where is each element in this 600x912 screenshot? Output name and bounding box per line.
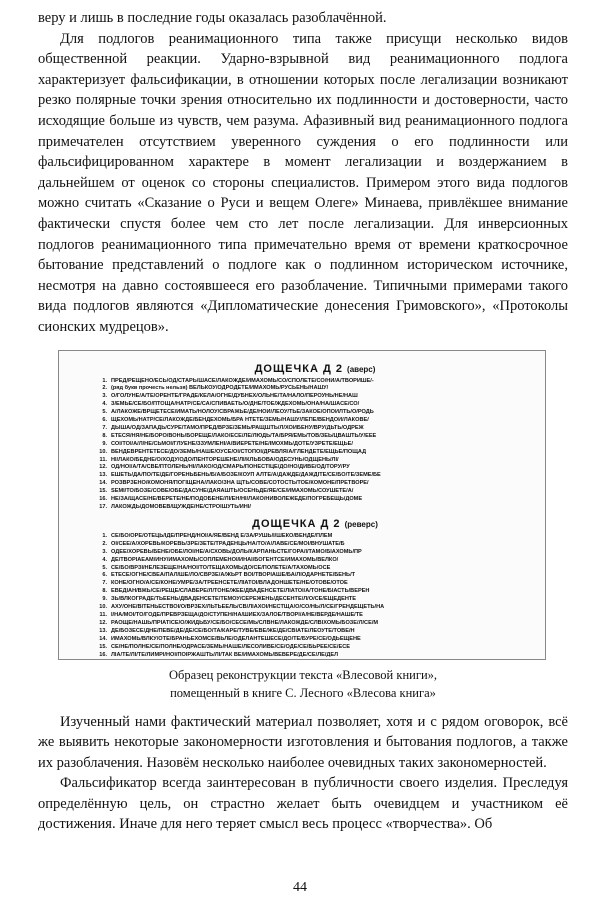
line-text: НІ/ЛАКО/БЕДНЕ/О/ХОДУ/ОДО/ПЕНТОРЕШЕНЕ/ЛІ/КЛЬБОВА/ОДЕСУНЬ/ОДЩЕНЬ/ЛІ/ <box>111 456 339 463</box>
line-number: 4. <box>102 401 107 408</box>
front-line <box>95 496 535 504</box>
caption-line-1: Образец реконструкции текста «Влесовой книги», <box>168 667 438 682</box>
back-line <box>95 572 535 580</box>
line-number: 14. <box>99 635 107 642</box>
back-lines <box>95 533 535 660</box>
line-number: 15. <box>99 643 107 650</box>
front-line <box>95 378 535 386</box>
front-line <box>95 409 535 417</box>
top-text <box>38 8 568 338</box>
line-text: ЕШЕТЬ/ДА/ПО/ТЕ/ДЕ/ГОРЕНЬБЕНЬ/Б/А/БОЗЕ/КОУП АЛТЕ/А/ДАЖДЕ/ДАЖДІТЕ/СЕ/БО/ТЕ/ЗЕМЕ/БЕ <box>111 472 381 479</box>
line-text: СОІ/ТОІ/А/Л/НЕ/СЬМОІ/ГЛУЕНЕ/ЗЗУМЛЕНІ/А/ВИЕРЕТЕ/НЕ/ІМОХМЬ/ДОТЕ/УЗРЕТЕ/ЕЩЬЕ/ <box>111 440 353 447</box>
line-number: 9. <box>102 440 107 447</box>
line-text: І/НА/МОІ/ТО/ГОДЕ/ПРЕВРЗЕЩА/ДО/СТУПЕН/НА/ШИЕХ/ЗАЛОЕ/ТВОРІ/А/НЕ/ВЕРДЕ/НАШЕ/ТЕ <box>111 611 363 618</box>
back-line <box>95 565 535 573</box>
line-text: ОІ/СЕЕ/А/ХОРЕВЬ/КОРЕВЬ/ЗРЕ/ЗЕТЕ/ТРАДЕНЦЬ/НА/ТО/А/ЛАВЕ/СЕ/МОІ/ВНУШАТЕ/Б <box>111 540 345 547</box>
front-line <box>95 441 535 449</box>
back-line <box>95 636 535 644</box>
line-text: ЩЕХОМЬ/НАТР/СЕ/ЛАКОЖДЕ/БЕНДЕХОМЬ/БРА НТЕТЕ/ЗЕМЬ/НАШУ/ЛЕПЕ/ВЕНДОИ/ЛАКОВЕ/ <box>111 417 369 424</box>
back-line <box>95 580 535 588</box>
line-text: А/ЛАКОЖЕ/ВРЩЕТЕСЕ/ИМАТЬ/НОЛОУ/СВРАЖЬЕ/ДЕ/НОИ/ЛЕОУ/ТЬЕ/ЗАКОЕ/ОПОИЛТЬ/О/РОДЬ <box>111 409 374 416</box>
paragraph-3: Изученный нами фактический материал позволяет, хотя и с рядом оговорок, всё же выявить некоторые закономерности изготовления и бытования подлогов, а также их разоблачения. Назовём несколько наиболее очевидных таких закономерностей. <box>38 713 568 771</box>
line-number: 5. <box>102 564 107 571</box>
line-number: 16. <box>99 496 107 503</box>
line-number: 14. <box>99 480 107 487</box>
front-line <box>95 504 535 512</box>
line-number: 11. <box>99 456 107 463</box>
page-number: 44 <box>293 880 307 895</box>
figure-caption <box>38 666 568 702</box>
line-number: 4. <box>102 556 107 563</box>
line-number: 15. <box>99 488 107 495</box>
paragraph-2: Для подлогов реанимационного типа также присущи несколько видов общественной реакции. Ударно-взрывной вид реанимационного подлога характеризует фальсификации, в отношении которых после легализации возникают резко полярные точки зрения относительно их подлинности и достоверности, часто исходящие больше из чувств, чем разума. Афазивный вид реанимационного подлога примечателен отсутствием уверенного суждения о его подлинности или фальсифицированном характере в момент легализации и воздержанием в дальнейшем от оценок со стороны специалистов. Примером этого вида подлогов можно считать «Сказание о Руси и вещем Олеге» Минаева, привлёкшее внимание фактически спустя более чем сто лет после легализации. Для инверсионных подлогов реанимационного типа примечательно время от времени краткосрочное бытование представлений о подлоге как о подлинном историческом источнике, несмотря на давно состоявшееся его разоблачение. Типичными примерами такого вида подлогов являются «Дипломатические донесения Гримовского», «Протоколы сионских мудрецов». <box>38 30 568 335</box>
back-line <box>95 541 535 549</box>
line-text: ЕТЕСЕ/ОГНЕ/СВЕА/ПАЛ/ШЕ/ЛО/СВРЗЕ/А/ЖЬРТ ВОІ/ТВОРІАШЕ/БА/ЛІОДАРНЕТЕ/БЕНЬ/Т <box>111 572 356 579</box>
line-text: СЕ/НЕ/ПОЛНЕ/СЕ/ПОЛНЕ/ОДРАСЕ/ЗЕМЬ/НАШЕ/ЛЕСОЛИВЕ/СЕ/ОДЕ/СЕ/БЬРЕЕ/СЕ/ЕСЕ <box>111 643 350 650</box>
paragraph-4: Фальсификатор всегда заинтересован в публичности своего изделия. Преследуя определённую цель, он страстно желает быть очевидцем и участником её достижения. Иначе для него теряет смысл весь процесс «творчества». Об <box>38 775 568 833</box>
line-number: 2. <box>102 540 107 547</box>
back-line <box>95 533 535 541</box>
line-number: 12. <box>99 619 107 626</box>
front-lines <box>95 378 535 512</box>
back-title <box>95 518 535 530</box>
line-number: 13. <box>99 627 107 634</box>
line-text: ЗЬ/ВЛКОГРАДЕ/ТЬЕЕНЬ/ДВАДЕНСЕТЕ/ТЕМОУ/СЕРЕЖЕНЬ/ДЕСЕНТЕ/Л/О/СЕ/ЕЩЕДЕНТЕ <box>111 596 357 603</box>
front-line <box>95 425 535 433</box>
back-title-text: ДОЩЕЧКА Д 2 <box>252 517 341 530</box>
line-number: 10. <box>99 448 107 455</box>
front-title <box>95 363 535 375</box>
line-number: 10. <box>99 604 107 611</box>
back-line <box>95 620 535 628</box>
line-number: 7. <box>102 580 107 587</box>
line-number: 16. <box>99 651 107 658</box>
tablet-reconstruction-figure <box>58 350 546 660</box>
back-title-sub: (реверс) <box>344 519 378 529</box>
line-text: ДЕ/ТВОРІАЕАМ/ИНУ/ИМАХОМЬ/СОПЛЕМЕНОІ/ИНАІ/БОГЕНТСЕ/ИМАХОМЬ/ВЕЛКО/ <box>111 556 339 563</box>
front-title-sub: (аверс) <box>347 364 376 374</box>
back-line <box>95 596 535 604</box>
line-text: ЛАКОЖДЬ/ДОМОВЕВ/ЩУЖДЕ/НЕ/СТРОІШУТЬ/ЙНІ/ <box>111 504 251 510</box>
line-text: ПРЕД/РЕЩЕНО/ЕСЬ/ОД/СТАРЬ/ШАСЕ/ЛАКОЖДЕ/ИМАХОМЬ/СО/СПОЛЕТЕ/СО/НИ/А/ТВОРИШЕ/- <box>111 377 374 384</box>
line-number: 3. <box>102 393 107 400</box>
back-line <box>95 612 535 620</box>
back-line <box>95 604 535 612</box>
line-text: АХУ/ОНЕ/ВІТЕНЬЕСТВОІ/О/ВРЗЕХ/ЛЬТЬЕЕЛЬ/СВ/ЛІАХОІ/НЕСТЩА/О/СО/НЬ/Л/СЕ/ГРЕНДЕЩЕТЬ/НА <box>111 604 385 611</box>
front-line <box>95 385 535 393</box>
line-number: 2. <box>102 385 107 392</box>
line-number: 3. <box>102 548 107 555</box>
page-content <box>38 8 568 835</box>
line-text: ДЕ/БОЗЕСЕ/ДНЕ/ПЕВЕ/ДЕ/ДЕ/СЕ/БО/ТА/КАРЕ/ТУВЕ/ЕВЕ/ЖЕ/ДЕ/СВІАТЕ/ЛЕОУТЕ/ТОВЕ/Н <box>111 627 355 634</box>
front-line <box>95 417 535 425</box>
line-number: 1. <box>102 532 107 539</box>
back-line <box>95 628 535 636</box>
line-text: ОДЕЕ/ХОРЕВЬ/БЕНЕ/ОБЕ/ЛОІ/НЕ/А/СХОВЬ/ДОЛЬ/КАРПАНЬСТЕ/ГОРА/І/ТАМО/БІАХОМЬ/ПР <box>111 548 362 555</box>
line-number: 7. <box>102 424 107 431</box>
front-line <box>95 401 535 409</box>
line-number: 17. <box>99 504 107 510</box>
line-text: ЕВЕДІАН/ВЖЬ/СЕ/РЕЩЕ/СЛАВЕРЕ/Л/ТОНЕ/ЖЕЕ/ДВАДЕНСЕТЕ/ЛІАТОІ/А/ТОНЕ/БІАСТЬ/ВЕРЕН <box>111 588 370 595</box>
line-number: 11. <box>99 611 107 618</box>
line-number: 8. <box>102 432 107 439</box>
front-title-text: ДОЩЕЧКА Д 2 <box>254 362 343 375</box>
line-number: 13. <box>99 472 107 479</box>
front-line <box>95 488 535 496</box>
line-text: (ряд букв прочесть нельзя) ВЕЛЬКОУ/ОДРОДЕТЕ/ИМАХОМЬ/РУСЬЕНЬ/НАШУ/ <box>111 385 329 392</box>
line-text: РАОЩЕ/НАШЬ/ПРІАТІСЕ/О/ЖИДЬБУ/СЕ/БО/СЕСЕ/МЬ/СЛВНЕ/ЛАКОЖДЕ/СЛВІХОМЬ/БОЗЕ/Л/СЕ/М <box>111 619 379 626</box>
caption-line-2: помещенный в книге С. Лесного «Влесова книга» <box>170 685 436 700</box>
line-text: SЕМІ/ТО/БОЗЕ/СОВЕ/ОБЕ/ДАСУНЕ/ДАЯАШТЬ/ОСЕНЬДЕ/ЯЕ/СЕ/ИМАХОМЬ/СОУШЕТЕ/А/ <box>111 488 354 495</box>
line-number: 8. <box>102 588 107 595</box>
line-number: 9. <box>102 596 107 603</box>
line-text: ДЫША/ОД/ЗАПАДЬ/СУРЕ/ТАМО/ПРЕД/ВРЗЕ/ЗЕМЬ/РАЩШТЬ/Л/ХОИБЕНУ/ВРУ/ДЬТЬ/ОДРЕЖ <box>111 424 364 431</box>
line-number: 1. <box>102 377 107 384</box>
line-text: ЛІА/ТЕ/ЛІ/ТЕ/ЛИМРІ/НОІ/ПОІРЖАШТЬ/ЛІ/ТАК ВЕ/ИМАХОМЬ/ВЕВЕРЕ/ДЕ/СЕ/ЛЕ/ДЕЛ <box>111 651 339 658</box>
line-text: З/ЕМЬЕ/СЕ/БО/ПТОЩА/НАТР/СЕ/СА/СПИВАЕТЬ/О/ДНЕ/ТОЕ/ЖДЕХОМЬ/ОНА/НА/ШАСЕ/СО/ <box>111 401 360 408</box>
line-number: 5. <box>102 409 107 416</box>
bottom-text <box>38 712 568 836</box>
front-line <box>95 472 535 480</box>
line-text: СЕ/БО/ОРЕ/ОТЕЦЬ/ІДЕ/ПРЕНД/НОІ/А/ЯЕ/ВЕНД Е/ЗА/РУШЬ/І/ШЕКО/ВЕНДЕ/ПЛЕМ <box>111 532 333 539</box>
paragraph-1: веру и лишь в последние годы оказалась разоблачённой. <box>38 10 387 26</box>
front-line <box>95 464 535 472</box>
front-line <box>95 449 535 457</box>
line-number: 6. <box>102 572 107 579</box>
line-text: ИМАХОМЬ/ВЛКУ/ОТЕ/БРАНЬЕХОМСЕ/ВЬЛЕ/ОДЕЛАНТЕШЕСЕ/ДО/ТЕ/БУРЕ/СЕ/ОДЬЕЩЕНЕ <box>111 635 361 642</box>
line-text: СЕ/БО/ВРЗІ/НЕЛЕЗЕЩЕ/НА/НОІ/ТО/ТЕЩАХОМЬ/ДО/СЕ/ПОЛЕТЕ/А/ТАХОМЬ/ОСЕ <box>111 564 331 571</box>
front-line <box>95 480 535 488</box>
line-text: КОНЕ/ОГНО/А/СЕ/КОНЕ/УМРЕ/ЗА/ТРЕЕНСЕТЕ/ЛІАТОІ/ВЛАДОНШЕТЕ/НЕ/ОТОВЕ/ОТОЕ <box>111 580 348 587</box>
line-text: РОЗВРЗЕНО/КОМОНЯ/ПОГІЩЕНА/ЛАКО/ЗНА ЩТЬ/СОВЕ/СОТОСТЬ/ТОЕ/КОМОНЕ/ПРЕТВОРЕ/ <box>111 480 369 487</box>
front-line <box>95 457 535 465</box>
back-line <box>95 644 535 652</box>
line-text: ОД/НОІ/А/ТА/СВЕ/ПТОЛЕНЬ/НІ/ЛАКО/ОД/СМАРЬ/ПОНЕСТІЦЕ/ДО/НО/ДИВЕ/ОД/ТОРУ/РУ <box>111 464 350 471</box>
line-text: ЕТЕСЯ/НЯ/НЕ/БОРО/ВОНЬ/БОРЕЩЕ/ЛАКО/ЕСЕ/ЛЕ/ЛЮДЬ/ТА/БРЯ/ЕМЬ/ТОВ/ЗЕЬ/ЦВАШТЬ/У/ЕЕЕ <box>111 432 377 439</box>
line-number: 6. <box>102 417 107 424</box>
front-line <box>95 433 535 441</box>
line-text: О/ГОЛУНЕ/А/ТЕ/ОРЕНТЕ/ГРАДЕ/КЕЛА/ОГНЕ/ДУБНЕХ/ОЛЬНЕ/ТА/НАЛО/ПЕРОУНЬ/НЕ/НАШ <box>111 393 358 400</box>
line-text: НЕ/ЗА/ЩАСЕ/НЕ/ВЕРЕТЕ/НЕ/ПОДОБЕНЕ/ЛІ/ЕН/НІ/ЛАКО/НИВОЛЕЖЕДЕ/ПОГРЕБЕЩЬ/ДОМЕ <box>111 496 363 503</box>
back-line <box>95 652 535 660</box>
front-line <box>95 393 535 401</box>
back-line <box>95 549 535 557</box>
line-text: ВЕНДЕВРЕНТЕТЕСЕ/ДО/ЗЕМЬ/НАШЕ/ОУСЕ/ОІ/СТОПОІ/ДРЕВЛЯ/А/ГЛЕНДЕТЕ/ЕЩЬЕ/ПОЩАД <box>111 448 367 455</box>
back-line <box>95 557 535 565</box>
back-line <box>95 588 535 596</box>
line-number: 12. <box>99 464 107 471</box>
